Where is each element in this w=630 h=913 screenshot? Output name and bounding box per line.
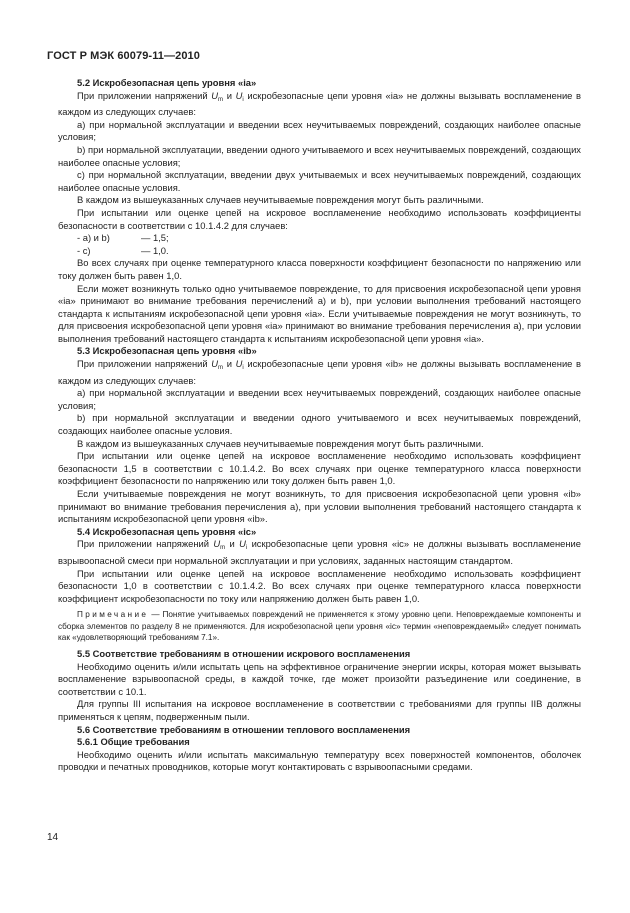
section-5-5-heading: 5.5 Соответствие требованиям в отношении искрового воспламенения [77,647,411,659]
section-5-3-para-4: Если учитываемые повреждения не могут возникнуть, то для присвоения искробезопасной цепи уровня «ib» принимают во внимание требования перечисления а), при условии выполнения требований настоящего стандарта к испытаниям искробезопасной цепи уровня «ib». [58,488,581,525]
section-5-2-para-5: Если может возникнуть только одно учитываемое повреждение, то для присвоения искробезопасной цепи уровня «ia» принимают во внимание требования перечислений а) и b), при условии выполнения требований настоящего стандарта к испытаниям искробезопасной цепи уровня «ia». Если учитываемые повреждения не могут возникнуть, то для присвоения искробезопасной цепи уровня «ia» принимают во внимание требования перечисления а), при условии выполнения требований настоящего стандарта к испытаниям искробезопасной цепи уровня «ia». [58,282,581,344]
section-5-5-para-1: Необходимо оценить и/или испытать цепь на эффективное ограничение энергии искры, которая может вызывать воспламенение взрывоопасной среды, в каждой точке, где может произойти разъединение или соединение, в соответствии с 10.1. [58,660,581,697]
section-5-2-intro: При приложении напряжений $U_m$ и $U_i$ искробезопасные цепи уровня «ia» не должны вызывать воспламенение в каждом из следующих случаев: [58,89,582,118]
section-5-2-para-3: При испытании или оценке цепей на искровое воспламенение необходимо использовать коэффициенты безопасности в соответствии с 10.1.4.2 для случаев: [58,206,581,231]
section-5-2-item-a: а) при нормальной эксплуатации и введении всех неучитываемых повреждений, создающих наиболее опасные условия; [58,118,581,143]
section-5-2-para-2: В каждом из вышеуказанных случаев неучитываемые повреждения могут быть различными. [77,194,484,206]
section-5-6-1-heading: 5.6.1 Общие требования [77,736,190,748]
section-5-3-item-b: b) при нормальной эксплуатации и введении одного учитываемого и всех неучитываемых повреждений, создающих наиболее опасные условия. [58,412,581,437]
section-5-2-item-b: b) при нормальной эксплуатации, введении одного учитываемого и всех неучитываемых повреждений, создающих наиболее опасные условия; [58,143,581,168]
section-5-2-para-4: Во всех случаях при оценке температурного класса поверхности коэффициент безопасности по напряжению или току должен быть равен 1,0. [58,257,581,281]
note-label: Примечание [77,610,149,620]
section-5-3-para-2: В каждом из вышеуказанных случаев неучитываемые повреждения могут быть различными. [77,437,484,449]
document-header: ГОСТ Р МЭК 60079-11—2010 [47,50,200,62]
section-5-3-para-3: При испытании или оценке цепей на искровое воспламенение необходимо использовать коэффициент безопасности 1,5 в соответствии с 10.1.4.2. Во всех случаях при оценке температурного класса поверхности коэффициент безопасности по напряжению или току должен быть равен 1,0. [58,450,581,487]
section-5-3-item-a: а) при нормальной эксплуатации и введении всех неучитываемых повреждений, создающих наиболее опасные условия; [58,387,581,411]
section-5-3-intro: При приложении напряжений $U_m$ и $U_i$ искробезопасные цепи уровня «ib» не должны вызывать воспламенение в каждом из следующих случаев: [58,358,582,386]
page-number: 14 [47,832,59,843]
section-5-6-1-para-1: Необходимо оценить и/или испытать максимальную температуру всех поверхностей компонентов, оболочек проводки и печатных проводников, которые могут контактировать с взрывоопасными средами. [58,748,581,773]
safety-factor-ab: - а) и b) — 1,5; [77,232,169,244]
section-5-4-para-2: При испытании или оценке цепей на искровое воспламенение необходимо использовать коэффициент безопасности 1,0 в соответствии с 10.1.4.2. Во всех случаях при оценке температурного класса поверхности коэффициент искробезопасности по току или напряжению должен быть равен 1,0. [58,567,581,604]
section-5-5-para-2: Для группы III испытания на искровое воспламенение в соответствии с требованиями для группы IIB должны применяться к цепям, подверженным пыли. [58,698,581,722]
section-5-2-item-c: c) при нормальной эксплуатации, введении двух учитываемых и всех неучитываемых повреждений, создающих наиболее опасные условия. [58,169,581,193]
section-5-4-note: Примечание — Понятие учитываемых повреждений не применяется к этому уровню цепи. Неповреждаемые компоненты и сборка элементов по разделу 8 не применяются. Для искробезопасной цепи уровня «ic» термин «неповреждаемый» следует понимать как «удовлетворяющий требованиям 7.1». [58,610,581,642]
section-5-4-intro: При приложении напряжений $U_m$ и $U_i$ искробезопасные цепи уровня «ic» не должны вызывать воспламенение взрывоопасной смеси при нормальной эксплуатации и при условиях, заданных настоящим стандартом. [58,538,582,566]
safety-factor-c: - с) — 1,0. [77,244,169,256]
section-5-3-heading: 5.3 Искробезопасная цепь уровня «ib» [77,345,257,357]
section-5-6-heading: 5.6 Соответствие требованиям в отношении теплового воспламенения [77,723,411,735]
section-5-4-heading: 5.4 Искробезопасная цепь уровня «ic» [77,525,257,537]
section-5-2-heading: 5.2 Искробезопасная цепь уровня «ia» [77,77,257,88]
document-body [58,77,581,774]
